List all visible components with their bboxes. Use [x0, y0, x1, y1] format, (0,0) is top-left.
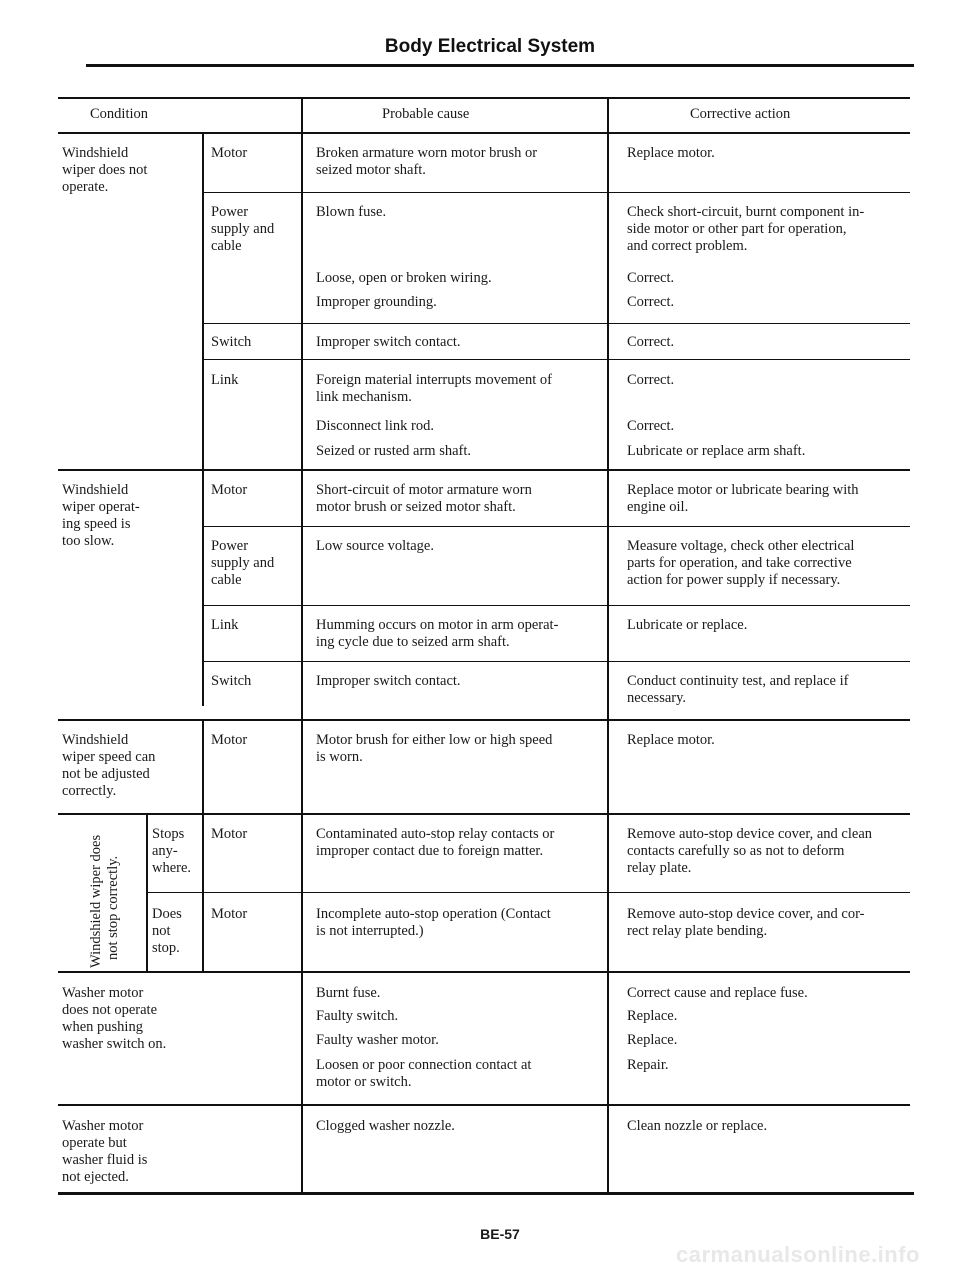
condition-text: Windshield wiper operat- ing speed is too slow.	[62, 482, 140, 549]
vertical-condition-text: Windshield wiper does not stop correctly.	[88, 834, 121, 968]
row-rule	[203, 661, 910, 662]
cause-text: Faulty washer motor.	[316, 1032, 439, 1048]
page-number: BE-57	[480, 1226, 520, 1242]
condition-text: Washer motor operate but washer fluid is not ejected.	[62, 1118, 148, 1185]
part-label: Link	[211, 372, 239, 388]
action-text: Remove auto-stop device cover, and clean contacts carefully so as not to deform relay plate.	[627, 826, 873, 876]
part-label: Switch	[211, 334, 252, 350]
part-label: Power supply and cable	[211, 204, 275, 254]
row-rule	[203, 192, 910, 193]
cause-column-divider	[301, 97, 303, 1194]
condition-text: Windshield wiper speed can not be adjusted correctly.	[62, 732, 156, 799]
watermark: carmanualsonline.info	[676, 1242, 920, 1267]
cause-text: Short-circuit of motor armature worn motor brush or seized motor shaft.	[316, 482, 532, 515]
group-rule	[58, 971, 910, 973]
action-text: Correct cause and replace fuse.	[627, 985, 808, 1001]
action-text: Correct.	[627, 270, 675, 286]
group-rule	[58, 1104, 910, 1106]
subcondition-text: Stops any- where.	[152, 826, 192, 876]
action-text: Remove auto-stop device cover, and cor- rect relay plate bending.	[627, 906, 865, 939]
action-text: Replace motor or lubricate bearing with engine oil.	[627, 482, 859, 515]
header-probable-cause: Probable cause	[382, 106, 470, 122]
group-rule	[58, 813, 910, 815]
cause-text: Faulty switch.	[316, 1008, 399, 1024]
action-text: Replace.	[627, 1032, 678, 1048]
cause-text: Foreign material interrupts movement of link mechanism.	[316, 372, 552, 405]
cause-text: Improper grounding.	[316, 294, 437, 310]
action-text: Clean nozzle or replace.	[627, 1118, 768, 1134]
action-text: Replace motor.	[627, 732, 715, 748]
part-label: Power supply and cable	[211, 538, 275, 588]
part-column-divider-2	[202, 720, 204, 972]
cause-text: Burnt fuse.	[316, 985, 381, 1001]
cause-text: Humming occurs on motor in arm operat- ing cycle due to seized arm shaft.	[316, 617, 559, 650]
header-top-rule	[58, 97, 910, 99]
page-title: Body Electrical System	[384, 36, 596, 57]
action-text: Correct.	[627, 334, 675, 350]
part-label: Motor	[211, 906, 248, 922]
cause-text: Disconnect link rod.	[316, 418, 434, 434]
cause-text: Clogged washer nozzle.	[316, 1118, 455, 1134]
cause-text: Low source voltage.	[316, 538, 434, 554]
header-condition: Condition	[90, 106, 149, 122]
condition-text: Washer motor does not operate when pushing washer switch on.	[62, 985, 167, 1052]
title-rule	[86, 64, 914, 67]
action-text: Correct.	[627, 372, 675, 388]
group-rule	[58, 469, 910, 471]
action-column-divider	[607, 97, 609, 1194]
action-text: Conduct continuity test, and replace if necessary.	[627, 673, 849, 706]
condition-text: Windshield wiper does not operate.	[62, 145, 148, 195]
cause-text: Motor brush for either low or high speed is worn.	[316, 732, 553, 765]
cause-text: Improper switch contact.	[316, 673, 461, 689]
action-text: Correct.	[627, 294, 675, 310]
cause-text: Contaminated auto-stop relay contacts or improper contact due to foreign matter.	[316, 826, 555, 859]
cause-text: Loose, open or broken wiring.	[316, 270, 492, 286]
table-bottom-rule	[58, 1192, 914, 1195]
cause-text: Broken armature worn motor brush or seized motor shaft.	[316, 145, 538, 178]
header-corrective-action: Corrective action	[690, 106, 791, 122]
cause-text: Blown fuse.	[316, 204, 387, 220]
action-text: Check short-circuit, burnt component in- side motor or other part for operation, and correct problem.	[627, 204, 865, 254]
part-label: Motor	[211, 826, 248, 842]
part-label: Motor	[211, 732, 248, 748]
action-text: Replace motor.	[627, 145, 715, 161]
part-label: Motor	[211, 482, 248, 498]
part-label: Link	[211, 617, 239, 633]
subcondition-text: Does not stop.	[152, 906, 182, 956]
row-rule	[203, 526, 910, 527]
action-text: Repair.	[627, 1057, 669, 1073]
subcondition-divider	[146, 815, 148, 972]
row-rule	[203, 323, 910, 324]
part-label: Switch	[211, 673, 252, 689]
part-column-divider-1	[202, 133, 204, 706]
cause-text: Seized or rusted arm shaft.	[316, 443, 472, 459]
cause-text: Loosen or poor connection contact at motor or switch.	[316, 1057, 532, 1090]
action-text: Correct.	[627, 418, 675, 434]
row-rule	[203, 605, 910, 606]
action-text: Lubricate or replace arm shaft.	[627, 443, 806, 459]
part-label: Motor	[211, 145, 248, 161]
cause-text: Incomplete auto-stop operation (Contact is not interrupted.)	[316, 906, 551, 939]
action-text: Replace.	[627, 1008, 678, 1024]
header-bottom-rule	[58, 132, 910, 134]
group-rule	[58, 719, 910, 721]
row-rule	[147, 892, 910, 893]
cause-text: Improper switch contact.	[316, 334, 461, 350]
row-rule	[203, 359, 910, 360]
action-text: Measure voltage, check other electrical parts for operation, and take corrective action for power supply if necessary.	[627, 538, 855, 588]
action-text: Lubricate or replace.	[627, 617, 748, 633]
